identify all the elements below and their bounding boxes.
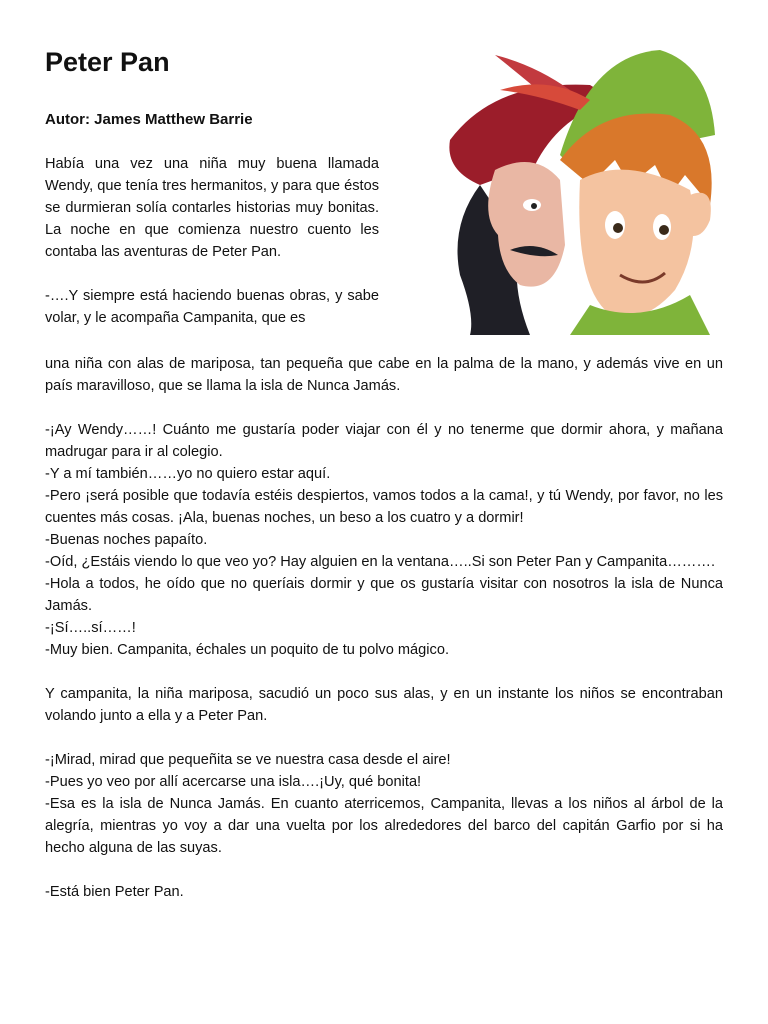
story-text [45, 353, 723, 903]
paragraph-continuation: una niña con alas de mariposa, tan pequeña que cabe en la palma de la mano, y además vive en un país maravilloso, que se llama la isla de Nunca Jamás. [45, 356, 723, 394]
peter-pan-hook-illustration [440, 45, 730, 335]
dialogue-line: -Buenas noches papaíto. [45, 532, 208, 548]
dialogue-line: -¡Sí…..sí……! [45, 620, 136, 636]
dialogue-line: -Hola a todos, he oído que no queríais dormir y que os gustaría visitar con nosotros la isla de Nunca Jamás. [45, 576, 723, 614]
author-line: Autor: James Matthew Barrie [45, 111, 253, 128]
dialogue-line: -Oíd, ¿Estáis viendo lo que veo yo? Hay alguien en la ventana…..Si son Peter Pan y Campanita………. [45, 554, 716, 570]
document-title: Peter Pan [45, 47, 170, 77]
dialogue-line: -¡Ay Wendy……! Cuánto me gustaría poder viajar con él y no tenerme que dormir ahora, y mañana madrugar para ir al colegio. [45, 422, 723, 460]
dialogue-line: -Muy bien. Campanita, échales un poquito de tu polvo mágico. [45, 642, 450, 658]
peter-face-shape [579, 170, 693, 317]
closing-line: -Está bien Peter Pan. [45, 884, 184, 900]
dialogue-line: -¡Mirad, mirad que pequeñita se ve nuestra casa desde el aire! [45, 752, 451, 768]
dialogue-line: -Y a mí también……yo no quiero estar aquí. [45, 466, 331, 482]
intro-text-block [45, 153, 379, 351]
dialogue-line: -Esa es la isla de Nunca Jamás. En cuanto aterricemos, Campanita, llevas a los niños al árbol de la alegría, mientras yo voy a dar una vuelta por los alrededores del barco del capitán Garfio por si ha hecho alguna de las suyas. [45, 796, 723, 856]
narration-paragraph: Y campanita, la niña mariposa, sacudió un poco sus alas, y en un instante los niños se encontraban volando junto a ella y a Peter Pan. [45, 686, 723, 724]
paragraph-start: -….Y siempre está haciendo buenas obras, y sabe volar, y le acompaña Campanita, que es [45, 288, 379, 326]
dialogue-line: -Pero ¡será posible que todavía estéis despiertos, vamos todos a la cama!, y tú Wendy, por favor, no les cuentes más cosas. ¡Ala, buenas noches, un beso a los cuatro y a dormir! [45, 488, 723, 526]
intro-paragraph: Había una vez una niña muy buena llamada Wendy, que tenía tres hermanitos, y para que éstos se durmieran solía contarles historias muy bonitas. La noche en que comienza nuestro cuento les contaba las aventuras de Peter Pan. [45, 156, 379, 260]
peter-ear-shape [688, 193, 711, 236]
dialogue-line: -Pues yo veo por allí acercarse una isla….¡Uy, qué bonita! [45, 774, 422, 790]
